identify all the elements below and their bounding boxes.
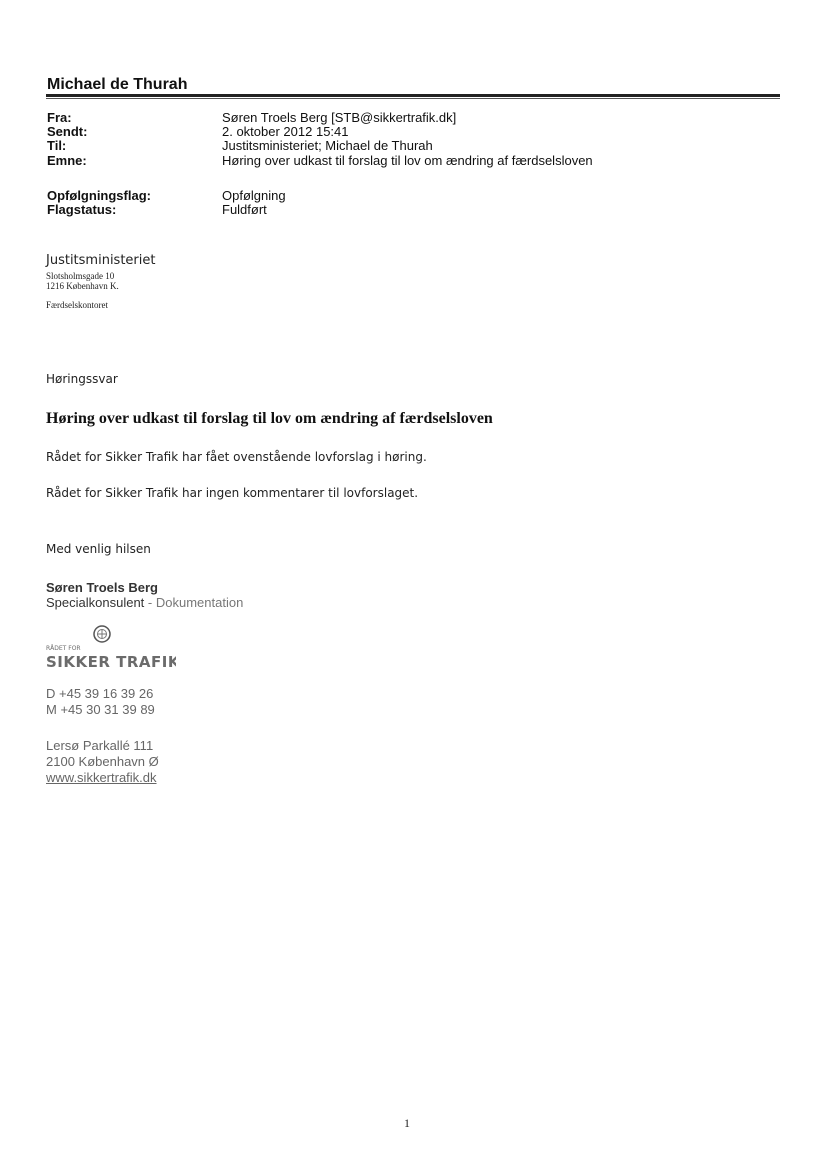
phone-direct: D +45 39 16 39 26 bbox=[46, 686, 154, 701]
followup-flag-label: Opfølgningsflag: bbox=[47, 188, 151, 203]
closing-greeting: Med venlig hilsen bbox=[46, 542, 151, 556]
body-paragraph-1: Rådet for Sikker Trafik har fået ovenstående lovforslag i høring. bbox=[46, 450, 427, 464]
sent-label: Sendt: bbox=[47, 124, 88, 139]
logo-big-text: SIKKER TRAFIK bbox=[46, 653, 176, 671]
logo-emblem-icon bbox=[46, 625, 176, 673]
flag-status-value: Fuldført bbox=[222, 202, 267, 217]
to-value: Justitsministeriet; Michael de Thurah bbox=[222, 138, 433, 153]
phone-mobile: M +45 30 31 39 89 bbox=[46, 702, 155, 717]
website-link-wrap[interactable] bbox=[46, 770, 157, 785]
signature-title-line bbox=[46, 595, 243, 610]
document-type: Høringssvar bbox=[46, 372, 118, 386]
subject-value: Høring over udkast til forslag til lov om ændring af færdselsloven bbox=[222, 153, 593, 168]
followup-flag-value: Opfølgning bbox=[222, 188, 286, 203]
to-label: Til: bbox=[47, 138, 67, 153]
subject-label: Emne: bbox=[47, 153, 87, 168]
body-paragraph-2: Rådet for Sikker Trafik har ingen kommentarer til lovforslaget. bbox=[46, 486, 419, 500]
signature-name: Søren Troels Berg bbox=[46, 580, 158, 595]
signature-title: Specialkonsulent bbox=[46, 595, 145, 610]
from-label: Fra: bbox=[47, 110, 72, 125]
letter-heading: Høring over udkast til forslag til lov om ændring af færdselsloven bbox=[46, 410, 493, 427]
signature-department: - Dokumentation bbox=[147, 595, 244, 610]
header-divider bbox=[46, 94, 780, 97]
organization-logo bbox=[46, 625, 176, 673]
recipient-office: Færdselskontoret bbox=[46, 300, 108, 310]
sent-value: 2. oktober 2012 15:41 bbox=[222, 124, 349, 139]
page-number: 1 bbox=[404, 1116, 410, 1130]
recipient-address bbox=[46, 253, 155, 310]
recipient-city: 1216 København K. bbox=[46, 281, 119, 291]
mailbox-owner: Michael de Thurah bbox=[47, 76, 188, 93]
flag-status-label: Flagstatus: bbox=[47, 202, 117, 217]
address-street: Lersø Parkallé 111 bbox=[46, 738, 154, 753]
header-divider-thin bbox=[46, 98, 780, 99]
recipient-org: Justitsministeriet bbox=[46, 253, 156, 268]
from-value: Søren Troels Berg [STB@sikkertrafik.dk] bbox=[222, 110, 457, 125]
address-city: 2100 København Ø bbox=[46, 754, 159, 769]
recipient-street: Slotsholmsgade 10 bbox=[46, 271, 115, 281]
logo-small-text: RÅDET FOR bbox=[46, 645, 81, 652]
website-link[interactable]: www.sikkertrafik.dk bbox=[46, 770, 157, 785]
